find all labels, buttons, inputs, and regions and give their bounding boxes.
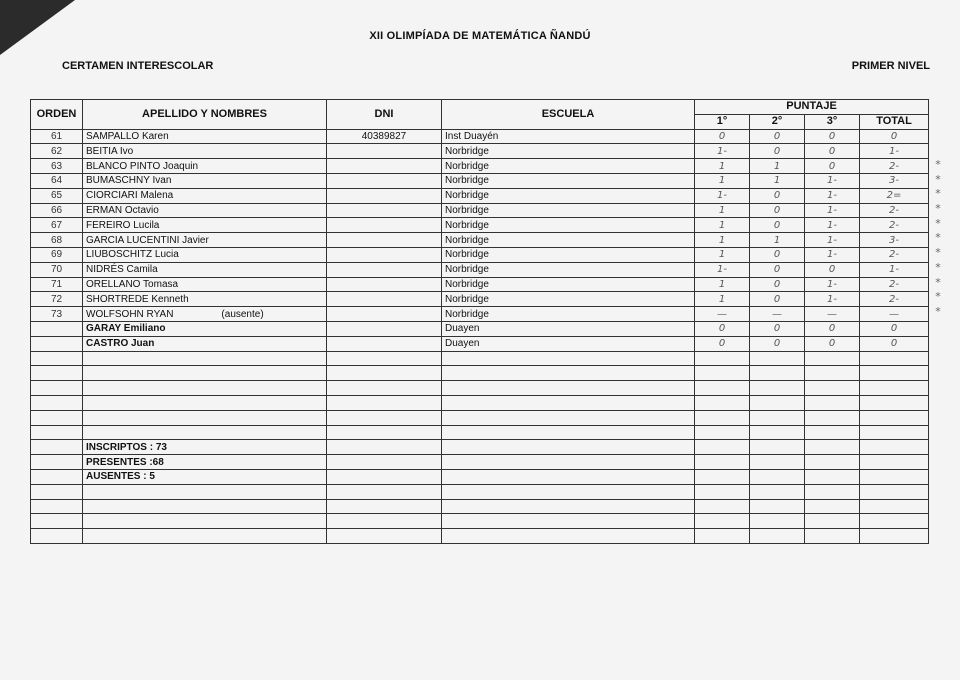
- cell-escuela: Norbridge: [442, 292, 695, 307]
- margin-asterisk: *: [935, 231, 941, 245]
- margin-asterisk: *: [935, 172, 941, 186]
- cell-dni: [327, 455, 442, 470]
- cell-orden: [31, 410, 83, 425]
- competition-label: CERTAMEN INTERESCOLAR: [62, 60, 214, 72]
- cell-total: [860, 529, 929, 544]
- cell-dni: [327, 336, 442, 351]
- cell-nombre: [83, 514, 327, 529]
- cell-escuela: [442, 381, 695, 396]
- cell-p3: [805, 440, 860, 455]
- cell-orden: [31, 351, 83, 366]
- cell-p1: [695, 529, 750, 544]
- cell-p1: [695, 366, 750, 381]
- cell-p3: [805, 529, 860, 544]
- cell-dni: [327, 218, 442, 233]
- table-row: [31, 292, 929, 307]
- cell-orden: [31, 529, 83, 544]
- cell-nombre: GARAY Emiliano: [83, 321, 327, 336]
- header-p3: 3°: [805, 114, 860, 129]
- cell-p1: 1: [695, 247, 750, 262]
- cell-dni: [327, 144, 442, 159]
- cell-escuela: Norbridge: [442, 159, 695, 174]
- table-row: [31, 262, 929, 277]
- empty-row: [31, 410, 929, 425]
- cell-p1: 0: [695, 321, 750, 336]
- empty-row: [31, 514, 929, 529]
- cell-total: 3-: [860, 233, 929, 248]
- cell-p3: 0: [805, 321, 860, 336]
- cell-orden: 66: [31, 203, 83, 218]
- empty-row: [31, 484, 929, 499]
- cell-p2: [750, 499, 805, 514]
- cell-escuela: Norbridge: [442, 247, 695, 262]
- cell-p3: —: [805, 307, 860, 322]
- cell-nombre: GARCIA LUCENTINI Javier: [83, 233, 327, 248]
- cell-p1: [695, 499, 750, 514]
- margin-asterisk: *: [935, 290, 941, 304]
- table-row: [31, 188, 929, 203]
- cell-total: 0: [860, 129, 929, 144]
- cell-total: [860, 514, 929, 529]
- cell-escuela: Norbridge: [442, 203, 695, 218]
- cell-escuela: Norbridge: [442, 173, 695, 188]
- cell-dni: [327, 499, 442, 514]
- cell-p3: [805, 381, 860, 396]
- cell-total: [860, 469, 929, 484]
- cell-orden: [31, 455, 83, 470]
- cell-p3: [805, 410, 860, 425]
- cell-total: [860, 484, 929, 499]
- margin-asterisk: *: [935, 202, 941, 216]
- table-row: [31, 277, 929, 292]
- cell-total: [860, 455, 929, 470]
- cell-orden: [31, 514, 83, 529]
- cell-orden: 72: [31, 292, 83, 307]
- cell-nombre: [83, 529, 327, 544]
- cell-p2: [750, 529, 805, 544]
- cell-p3: 1-: [805, 203, 860, 218]
- cell-escuela: [442, 469, 695, 484]
- empty-row: [31, 469, 929, 484]
- cell-p1: [695, 484, 750, 499]
- cell-p2: 0: [750, 144, 805, 159]
- cell-nombre: NIDRÉS Camila: [83, 262, 327, 277]
- cell-p2: [750, 484, 805, 499]
- table-row: [31, 173, 929, 188]
- cell-escuela: [442, 395, 695, 410]
- cell-p1: —: [695, 307, 750, 322]
- cell-p3: 1-: [805, 277, 860, 292]
- absent-note: (ausente): [221, 308, 264, 320]
- cell-escuela: Norbridge: [442, 307, 695, 322]
- cell-total: 0: [860, 336, 929, 351]
- cell-nombre: ERMAN Octavio: [83, 203, 327, 218]
- cell-p2: [750, 410, 805, 425]
- table-row: [31, 321, 929, 336]
- cell-dni: [327, 395, 442, 410]
- cell-dni: [327, 233, 442, 248]
- cell-p1: [695, 514, 750, 529]
- cell-p2: 0: [750, 218, 805, 233]
- cell-orden: 67: [31, 218, 83, 233]
- cell-escuela: Inst Duayén: [442, 129, 695, 144]
- cell-orden: [31, 425, 83, 440]
- header-orden: ORDEN: [31, 100, 83, 130]
- cell-nombre: LIUBOSCHITZ Lucia: [83, 247, 327, 262]
- cell-orden: 73: [31, 307, 83, 322]
- cell-total: [860, 351, 929, 366]
- cell-total: 2-: [860, 159, 929, 174]
- cell-orden: [31, 484, 83, 499]
- cell-escuela: Norbridge: [442, 218, 695, 233]
- cell-escuela: [442, 351, 695, 366]
- cell-orden: 63: [31, 159, 83, 174]
- cell-total: 2-: [860, 292, 929, 307]
- cell-nombre: [83, 366, 327, 381]
- cell-nombre: CASTRO Juan: [83, 336, 327, 351]
- cell-p1: [695, 440, 750, 455]
- cell-p2: 0: [750, 203, 805, 218]
- cell-nombre: [83, 410, 327, 425]
- cell-p3: 1-: [805, 188, 860, 203]
- cell-p1: [695, 381, 750, 396]
- cell-p3: [805, 395, 860, 410]
- cell-orden: 65: [31, 188, 83, 203]
- cell-escuela: [442, 366, 695, 381]
- cell-dni: [327, 292, 442, 307]
- cell-p2: 0: [750, 247, 805, 262]
- cell-total: 2-: [860, 277, 929, 292]
- cell-escuela: [442, 529, 695, 544]
- margin-asterisk: *: [935, 260, 941, 274]
- cell-nombre: [83, 484, 327, 499]
- cell-nombre: [83, 351, 327, 366]
- cell-total: [860, 499, 929, 514]
- summary-inscriptos: INSCRIPTOS : 73: [83, 440, 327, 455]
- header-p1: 1°: [695, 114, 750, 129]
- cell-p3: 1-: [805, 173, 860, 188]
- cell-p2: 0: [750, 321, 805, 336]
- cell-p2: [750, 455, 805, 470]
- cell-escuela: [442, 514, 695, 529]
- cell-p1: [695, 455, 750, 470]
- cell-p3: 0: [805, 159, 860, 174]
- table-row: [31, 129, 929, 144]
- cell-dni: [327, 366, 442, 381]
- margin-asterisk: *: [935, 216, 941, 230]
- cell-total: 3-: [860, 173, 929, 188]
- cell-p3: 1-: [805, 247, 860, 262]
- table-row: [31, 233, 929, 248]
- cell-orden: [31, 381, 83, 396]
- empty-row: [31, 440, 929, 455]
- table-body: [31, 129, 929, 543]
- scan-corner-fold: [0, 0, 75, 55]
- table-row: [31, 144, 929, 159]
- level-label: PRIMER NIVEL: [851, 60, 930, 72]
- cell-p2: [750, 366, 805, 381]
- header-escuela: ESCUELA: [442, 100, 695, 130]
- table-row: [31, 336, 929, 351]
- cell-escuela: Norbridge: [442, 188, 695, 203]
- score-sheet: [30, 99, 928, 539]
- cell-escuela: [442, 440, 695, 455]
- cell-p2: [750, 381, 805, 396]
- document-title: XII OLIMPÍADA DE MATEMÁTICA ÑANDÚ: [369, 30, 591, 42]
- cell-p3: 0: [805, 262, 860, 277]
- cell-dni: [327, 351, 442, 366]
- cell-p2: [750, 351, 805, 366]
- cell-escuela: [442, 484, 695, 499]
- cell-escuela: Duayen: [442, 336, 695, 351]
- empty-row: [31, 425, 929, 440]
- cell-p1: 0: [695, 336, 750, 351]
- header-nombre: APELLIDO Y NOMBRES: [83, 100, 327, 130]
- cell-p1: 1-: [695, 188, 750, 203]
- cell-p1: [695, 410, 750, 425]
- margin-asterisk: *: [935, 275, 941, 289]
- cell-p3: [805, 366, 860, 381]
- cell-total: 2-: [860, 247, 929, 262]
- cell-escuela: Norbridge: [442, 262, 695, 277]
- cell-p3: [805, 514, 860, 529]
- table-row: [31, 159, 929, 174]
- cell-p3: 1-: [805, 218, 860, 233]
- cell-total: 2-: [860, 218, 929, 233]
- cell-nombre: [83, 499, 327, 514]
- cell-dni: [327, 203, 442, 218]
- cell-p1: 1-: [695, 144, 750, 159]
- cell-escuela: [442, 499, 695, 514]
- cell-nombre: BLANCO PINTO Joaquin: [83, 159, 327, 174]
- cell-dni: [327, 247, 442, 262]
- cell-p1: 1: [695, 203, 750, 218]
- cell-nombre: SAMPALLO Karen: [83, 129, 327, 144]
- cell-p1: 1: [695, 173, 750, 188]
- cell-orden: [31, 321, 83, 336]
- cell-p1: [695, 425, 750, 440]
- cell-nombre: [83, 395, 327, 410]
- cell-total: [860, 440, 929, 455]
- cell-orden: [31, 440, 83, 455]
- student-name: WOLFSOHN RYAN: [86, 308, 174, 320]
- cell-p1: 1: [695, 277, 750, 292]
- cell-p1: [695, 351, 750, 366]
- cell-p2: 1: [750, 159, 805, 174]
- cell-p2: 0: [750, 292, 805, 307]
- margin-asterisk: *: [935, 158, 941, 171]
- cell-dni: [327, 410, 442, 425]
- cell-dni: [327, 425, 442, 440]
- score-table: [30, 99, 929, 544]
- cell-p2: [750, 469, 805, 484]
- cell-orden: 64: [31, 173, 83, 188]
- cell-p1: 1: [695, 218, 750, 233]
- cell-dni: [327, 381, 442, 396]
- cell-p2: 0: [750, 129, 805, 144]
- empty-row: [31, 395, 929, 410]
- cell-p2: 0: [750, 336, 805, 351]
- cell-escuela: Norbridge: [442, 144, 695, 159]
- cell-total: 2-: [860, 203, 929, 218]
- empty-row: [31, 381, 929, 396]
- cell-p3: 0: [805, 144, 860, 159]
- empty-row: [31, 529, 929, 544]
- cell-orden: [31, 469, 83, 484]
- cell-dni: [327, 440, 442, 455]
- cell-orden: [31, 366, 83, 381]
- summary-presentes: PRESENTES :68: [83, 455, 327, 470]
- cell-total: [860, 381, 929, 396]
- cell-p3: [805, 455, 860, 470]
- cell-orden: 69: [31, 247, 83, 262]
- cell-dni: [327, 173, 442, 188]
- table-row: [31, 218, 929, 233]
- cell-p2: 0: [750, 277, 805, 292]
- cell-dni: [327, 321, 442, 336]
- cell-escuela: [442, 410, 695, 425]
- cell-p1: [695, 395, 750, 410]
- cell-nombre: CIORCIARI Malena: [83, 188, 327, 203]
- header-total: TOTAL: [860, 114, 929, 129]
- cell-p1: 1: [695, 159, 750, 174]
- cell-p2: [750, 440, 805, 455]
- empty-row: [31, 366, 929, 381]
- cell-nombre: BUMASCHNY Ivan: [83, 173, 327, 188]
- cell-dni: [327, 484, 442, 499]
- cell-total: [860, 410, 929, 425]
- cell-escuela: Duayen: [442, 321, 695, 336]
- cell-dni: [327, 514, 442, 529]
- cell-escuela: Norbridge: [442, 233, 695, 248]
- cell-p3: 0: [805, 336, 860, 351]
- cell-orden: [31, 395, 83, 410]
- cell-p2: 1: [750, 173, 805, 188]
- cell-orden: 62: [31, 144, 83, 159]
- empty-row: [31, 351, 929, 366]
- cell-p2: [750, 425, 805, 440]
- cell-orden: 61: [31, 129, 83, 144]
- cell-p2: [750, 514, 805, 529]
- header-p2: 2°: [750, 114, 805, 129]
- table-row: [31, 247, 929, 262]
- cell-p1: 0: [695, 129, 750, 144]
- cell-total: [860, 395, 929, 410]
- header-dni: DNI: [327, 100, 442, 130]
- cell-orden: [31, 336, 83, 351]
- cell-total: 1-: [860, 262, 929, 277]
- summary-ausentes: AUSENTES : 5: [83, 469, 327, 484]
- cell-dni: [327, 307, 442, 322]
- cell-p1: 1: [695, 292, 750, 307]
- cell-p3: 1-: [805, 292, 860, 307]
- empty-row: [31, 455, 929, 470]
- cell-dni: [327, 529, 442, 544]
- cell-total: 1-: [860, 144, 929, 159]
- cell-dni: [327, 469, 442, 484]
- table-row: [31, 203, 929, 218]
- cell-p3: [805, 351, 860, 366]
- cell-total: —: [860, 307, 929, 322]
- cell-nombre: FEREIRO Lucila: [83, 218, 327, 233]
- empty-row: [31, 499, 929, 514]
- cell-nombre: ORELLANO Tomasa: [83, 277, 327, 292]
- cell-dni: 40389827: [327, 129, 442, 144]
- cell-p3: [805, 499, 860, 514]
- cell-nombre: BEITIA Ivo: [83, 144, 327, 159]
- cell-nombre: [83, 425, 327, 440]
- table-row: [31, 307, 929, 322]
- cell-dni: [327, 262, 442, 277]
- cell-p2: [750, 395, 805, 410]
- cell-orden: 68: [31, 233, 83, 248]
- cell-p1: 1-: [695, 262, 750, 277]
- cell-orden: 70: [31, 262, 83, 277]
- cell-total: 2=: [860, 188, 929, 203]
- cell-orden: [31, 499, 83, 514]
- cell-p2: —: [750, 307, 805, 322]
- cell-nombre: SHORTREDE Kenneth: [83, 292, 327, 307]
- margin-asterisk: *: [935, 246, 941, 260]
- cell-p3: [805, 484, 860, 499]
- cell-dni: [327, 277, 442, 292]
- cell-p1: 1: [695, 233, 750, 248]
- cell-p2: 0: [750, 262, 805, 277]
- cell-p2: 1: [750, 233, 805, 248]
- cell-p2: 0: [750, 188, 805, 203]
- cell-p1: [695, 469, 750, 484]
- cell-escuela: Norbridge: [442, 277, 695, 292]
- cell-escuela: [442, 455, 695, 470]
- cell-dni: [327, 188, 442, 203]
- cell-nombre: [83, 307, 327, 322]
- side-margin-marks: [928, 158, 948, 320]
- cell-total: [860, 366, 929, 381]
- cell-escuela: [442, 425, 695, 440]
- cell-p3: 1-: [805, 233, 860, 248]
- cell-p3: 0: [805, 129, 860, 144]
- margin-asterisk: *: [935, 187, 941, 201]
- cell-dni: [327, 159, 442, 174]
- cell-orden: 71: [31, 277, 83, 292]
- cell-nombre: [83, 381, 327, 396]
- header-puntaje: PUNTAJE: [695, 100, 929, 115]
- cell-p3: [805, 425, 860, 440]
- cell-p3: [805, 469, 860, 484]
- margin-asterisk: *: [935, 304, 941, 318]
- cell-total: [860, 425, 929, 440]
- cell-total: 0: [860, 321, 929, 336]
